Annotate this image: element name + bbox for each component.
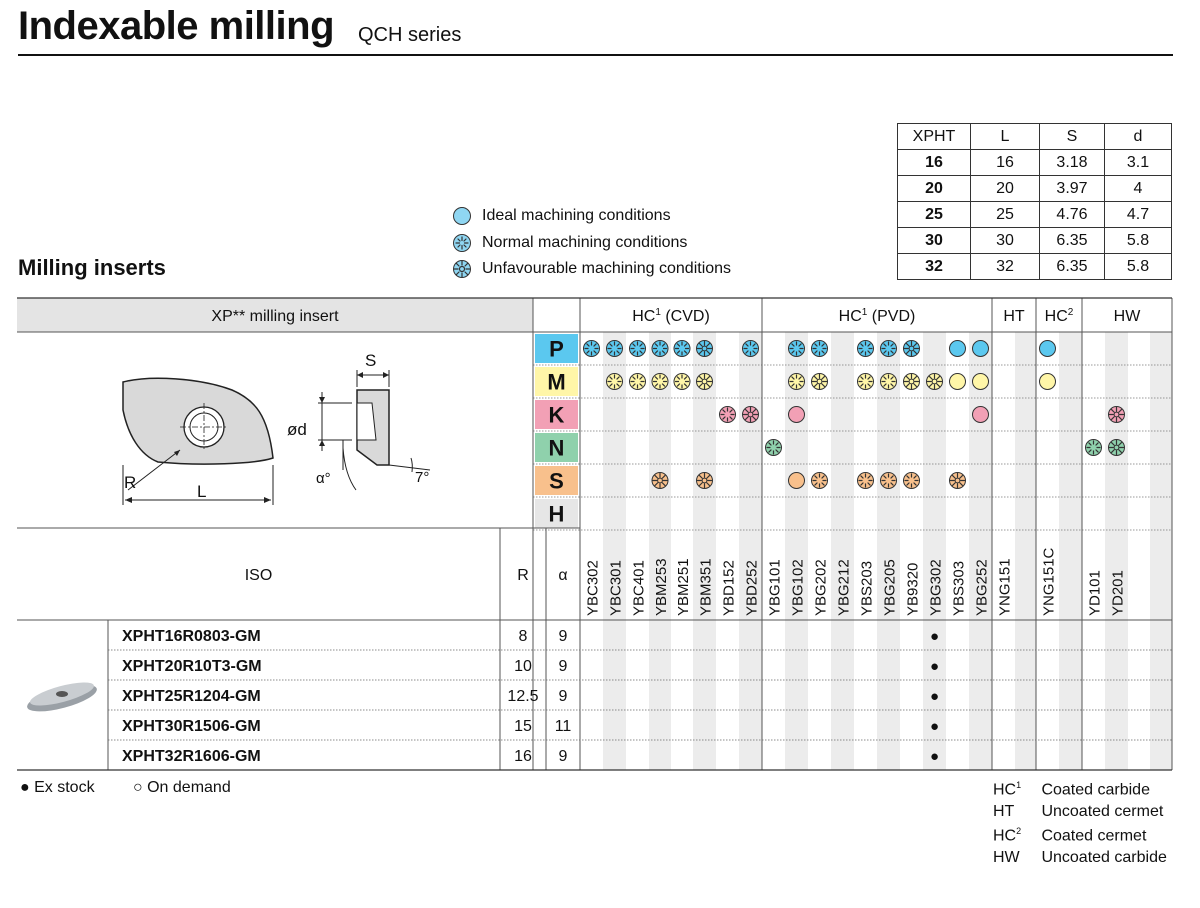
ideal-condition-icon xyxy=(950,341,966,357)
dims-cell: 16 xyxy=(898,150,971,176)
grade-name: YNG151 xyxy=(996,558,1014,616)
dims-cell: 20 xyxy=(971,176,1040,202)
dims-cell: 32 xyxy=(971,254,1040,280)
dims-cell: 4 xyxy=(1105,176,1172,202)
code-key: HT xyxy=(993,803,1015,820)
normal-condition-icon xyxy=(789,341,805,357)
unfavourable-condition-icon xyxy=(812,374,828,390)
clearance-angle-label: α° xyxy=(316,470,331,487)
dims-cell: 30 xyxy=(898,228,971,254)
unfavourable-condition-icon xyxy=(1109,440,1125,456)
normal-condition-icon xyxy=(452,233,472,253)
normal-condition-icon xyxy=(584,341,600,357)
ideal-condition-icon xyxy=(789,473,805,489)
insert-header: XP** milling insert xyxy=(211,308,339,325)
grade-name: YBD252 xyxy=(743,560,761,616)
alpha-value: 9 xyxy=(558,658,568,675)
insert-photo xyxy=(25,678,100,717)
normal-condition-icon xyxy=(607,341,623,357)
on-demand-legend: ○ On demand xyxy=(133,779,231,796)
unfavourable-condition-icon xyxy=(697,374,713,390)
legend-unfavourable xyxy=(452,258,731,280)
dims-cell: 32 xyxy=(898,254,971,280)
unfavourable-condition-icon xyxy=(697,473,713,489)
dims-header: L xyxy=(971,124,1040,150)
normal-condition-icon xyxy=(630,341,646,357)
dims-cell: 6.35 xyxy=(1040,228,1105,254)
dims-cell: 5.8 xyxy=(1105,228,1172,254)
radius-label: R xyxy=(124,473,137,492)
legend-ideal xyxy=(452,205,671,227)
iso-code: XPHT25R1204-GM xyxy=(122,688,261,705)
grade-name: YBM351 xyxy=(697,558,715,616)
normal-condition-icon xyxy=(674,374,690,390)
grade-name: YBS203 xyxy=(858,560,876,616)
code-key: HC xyxy=(993,781,1017,799)
ideal-condition-icon xyxy=(1040,374,1056,390)
normal-condition-icon xyxy=(630,374,646,390)
alpha-value: 9 xyxy=(558,748,568,765)
normal-condition-icon xyxy=(789,374,805,390)
grade-name: YBG205 xyxy=(881,559,899,616)
normal-condition-icon xyxy=(904,473,920,489)
page-title: Indexable milling xyxy=(18,4,335,48)
section-title: Milling inserts xyxy=(18,255,166,280)
series-subtitle: QCH series xyxy=(358,24,462,46)
iso-code: XPHT30R1506-GM xyxy=(122,718,261,735)
angle-7-label: 7° xyxy=(415,469,430,486)
iso-header: ISO xyxy=(244,567,273,584)
legend-label: Unfavourable machining conditions xyxy=(482,260,732,277)
normal-condition-icon xyxy=(766,440,782,456)
ex-stock-legend: ● Ex stock xyxy=(20,779,95,796)
normal-condition-icon xyxy=(1086,440,1102,456)
unfavourable-condition-icon xyxy=(950,473,966,489)
iso-code: XPHT20R10T3-GM xyxy=(122,658,262,675)
normal-condition-icon xyxy=(812,473,828,489)
ideal-condition-icon xyxy=(452,206,472,226)
unfavourable-condition-icon xyxy=(652,473,668,489)
unfavourable-condition-icon xyxy=(452,259,472,279)
grade-name: YBC301 xyxy=(607,560,625,616)
legend-normal xyxy=(452,232,687,254)
normal-condition-icon xyxy=(720,407,736,423)
grade-name: YBS303 xyxy=(950,560,968,616)
ideal-condition-icon xyxy=(973,374,989,390)
normal-condition-icon xyxy=(858,341,874,357)
normal-condition-icon xyxy=(881,473,897,489)
dims-cell: 30 xyxy=(971,228,1040,254)
r-value: 15 xyxy=(514,718,532,735)
legend-label: Normal machining conditions xyxy=(482,234,688,251)
milling-insert-table xyxy=(0,290,1200,780)
normal-condition-icon xyxy=(652,341,668,357)
code-hw xyxy=(993,849,1167,867)
grade-name: YBG202 xyxy=(812,559,830,616)
normal-condition-icon xyxy=(674,341,690,357)
material-n-label: N xyxy=(548,435,565,461)
code-desc: Uncoated cermet xyxy=(1041,803,1164,820)
grade-name: YD201 xyxy=(1109,570,1127,616)
code-desc: Uncoated carbide xyxy=(1041,849,1167,866)
code-desc: Coated carbide xyxy=(1041,781,1150,799)
dims-cell: 4.76 xyxy=(1040,202,1105,228)
alpha-header: α xyxy=(558,567,568,584)
dims-header: d xyxy=(1105,124,1172,150)
grade-name: YBM251 xyxy=(675,558,692,616)
diameter-label: ød xyxy=(287,420,307,439)
grade-name: YBG302 xyxy=(927,559,945,616)
grade-name: YBG212 xyxy=(835,559,853,616)
r-value: 10 xyxy=(514,658,532,675)
r-header: R xyxy=(517,567,529,584)
grade-group-header: $HC^1$ (PVD) xyxy=(838,307,916,325)
grade-name: YBG102 xyxy=(789,559,807,616)
normal-condition-icon xyxy=(812,341,828,357)
normal-condition-icon xyxy=(858,374,874,390)
code-ht xyxy=(993,803,1163,821)
unfavourable-condition-icon xyxy=(904,374,920,390)
code-sup: 1 xyxy=(1016,780,1022,790)
dims-cell: 3.97 xyxy=(1040,176,1105,202)
code-desc: Coated cermet xyxy=(1041,827,1147,845)
dims-row xyxy=(898,254,1172,280)
ideal-condition-icon xyxy=(789,407,805,423)
dims-header: XPHT xyxy=(898,124,971,150)
dims-header: S xyxy=(1040,124,1105,150)
iso-code: XPHT32R1606-GM xyxy=(122,748,261,765)
material-m-label: M xyxy=(547,369,566,395)
code-key: HW xyxy=(993,849,1020,866)
grade-group-header: HW xyxy=(1113,308,1141,325)
grade-name: YNG151C xyxy=(1040,547,1058,616)
stock-indicator: ● xyxy=(929,718,940,735)
alpha-value: 9 xyxy=(558,628,568,645)
normal-condition-icon xyxy=(652,374,668,390)
dimensions-table xyxy=(897,123,1172,280)
grade-group-header: $HC^1$ (CVD) xyxy=(632,307,710,325)
diagram-area xyxy=(17,332,533,528)
ideal-condition-icon xyxy=(973,407,989,423)
unfavourable-condition-icon xyxy=(697,341,713,357)
unfavourable-condition-icon xyxy=(904,341,920,357)
dims-cell: 25 xyxy=(898,202,971,228)
normal-condition-icon xyxy=(607,374,623,390)
grade-name: YBG101 xyxy=(766,559,784,616)
material-k-label: K xyxy=(548,402,565,428)
ideal-condition-icon xyxy=(950,374,966,390)
grade-name: YD101 xyxy=(1086,570,1104,616)
iso-code: XPHT16R0803-GM xyxy=(122,628,261,645)
normal-condition-icon xyxy=(881,341,897,357)
grade-name: YB9320 xyxy=(904,562,922,616)
code-hc2 xyxy=(993,826,1146,845)
dims-cell: 4.7 xyxy=(1105,202,1172,228)
stock-indicator: ● xyxy=(929,748,940,765)
unfavourable-condition-icon xyxy=(743,407,759,423)
alpha-value: 9 xyxy=(558,688,568,705)
dims-cell: 3.18 xyxy=(1040,150,1105,176)
stock-indicator: ● xyxy=(929,688,940,705)
dims-cell: 25 xyxy=(971,202,1040,228)
dims-header-row xyxy=(898,124,1172,150)
length-label: L xyxy=(197,482,207,501)
grade-group-header: $HC^2$ xyxy=(1044,307,1074,325)
normal-condition-icon xyxy=(858,473,874,489)
normal-condition-icon xyxy=(881,374,897,390)
material-p-label: P xyxy=(549,336,564,362)
grade-name: YBC401 xyxy=(630,560,648,616)
dims-row xyxy=(898,150,1172,176)
stock-indicator: ● xyxy=(929,628,940,645)
r-value: 12.5 xyxy=(507,688,539,705)
dims-cell: 6.35 xyxy=(1040,254,1105,280)
dims-row xyxy=(898,228,1172,254)
title-rule xyxy=(18,54,1173,56)
material-s-label: S xyxy=(549,468,564,494)
code-key: HC xyxy=(993,827,1017,845)
unfavourable-condition-icon xyxy=(927,374,943,390)
alpha-value: 11 xyxy=(554,718,572,735)
unfavourable-condition-icon xyxy=(1109,407,1125,423)
grade-name: YBC302 xyxy=(584,560,602,616)
dims-cell: 3.1 xyxy=(1105,150,1172,176)
code-hc1 xyxy=(993,780,1150,799)
ideal-condition-icon xyxy=(1040,341,1056,357)
grade-name: YBG252 xyxy=(973,559,991,616)
grade-name: YBD152 xyxy=(720,560,738,616)
r-value: 8 xyxy=(518,628,528,645)
dims-cell: 20 xyxy=(898,176,971,202)
grade-group-header: HT xyxy=(1003,308,1025,325)
grade-name: YBM253 xyxy=(653,558,670,616)
dims-cell: 16 xyxy=(971,150,1040,176)
legend-label: Ideal machining conditions xyxy=(482,207,671,224)
code-sup: 2 xyxy=(1016,826,1022,836)
thickness-label: S xyxy=(365,351,377,370)
material-h-label: H xyxy=(548,501,565,527)
ideal-condition-icon xyxy=(973,341,989,357)
dims-cell: 5.8 xyxy=(1105,254,1172,280)
dims-row xyxy=(898,202,1172,228)
dims-row xyxy=(898,176,1172,202)
normal-condition-icon xyxy=(743,341,759,357)
stock-indicator: ● xyxy=(929,658,940,675)
r-value: 16 xyxy=(514,748,532,765)
